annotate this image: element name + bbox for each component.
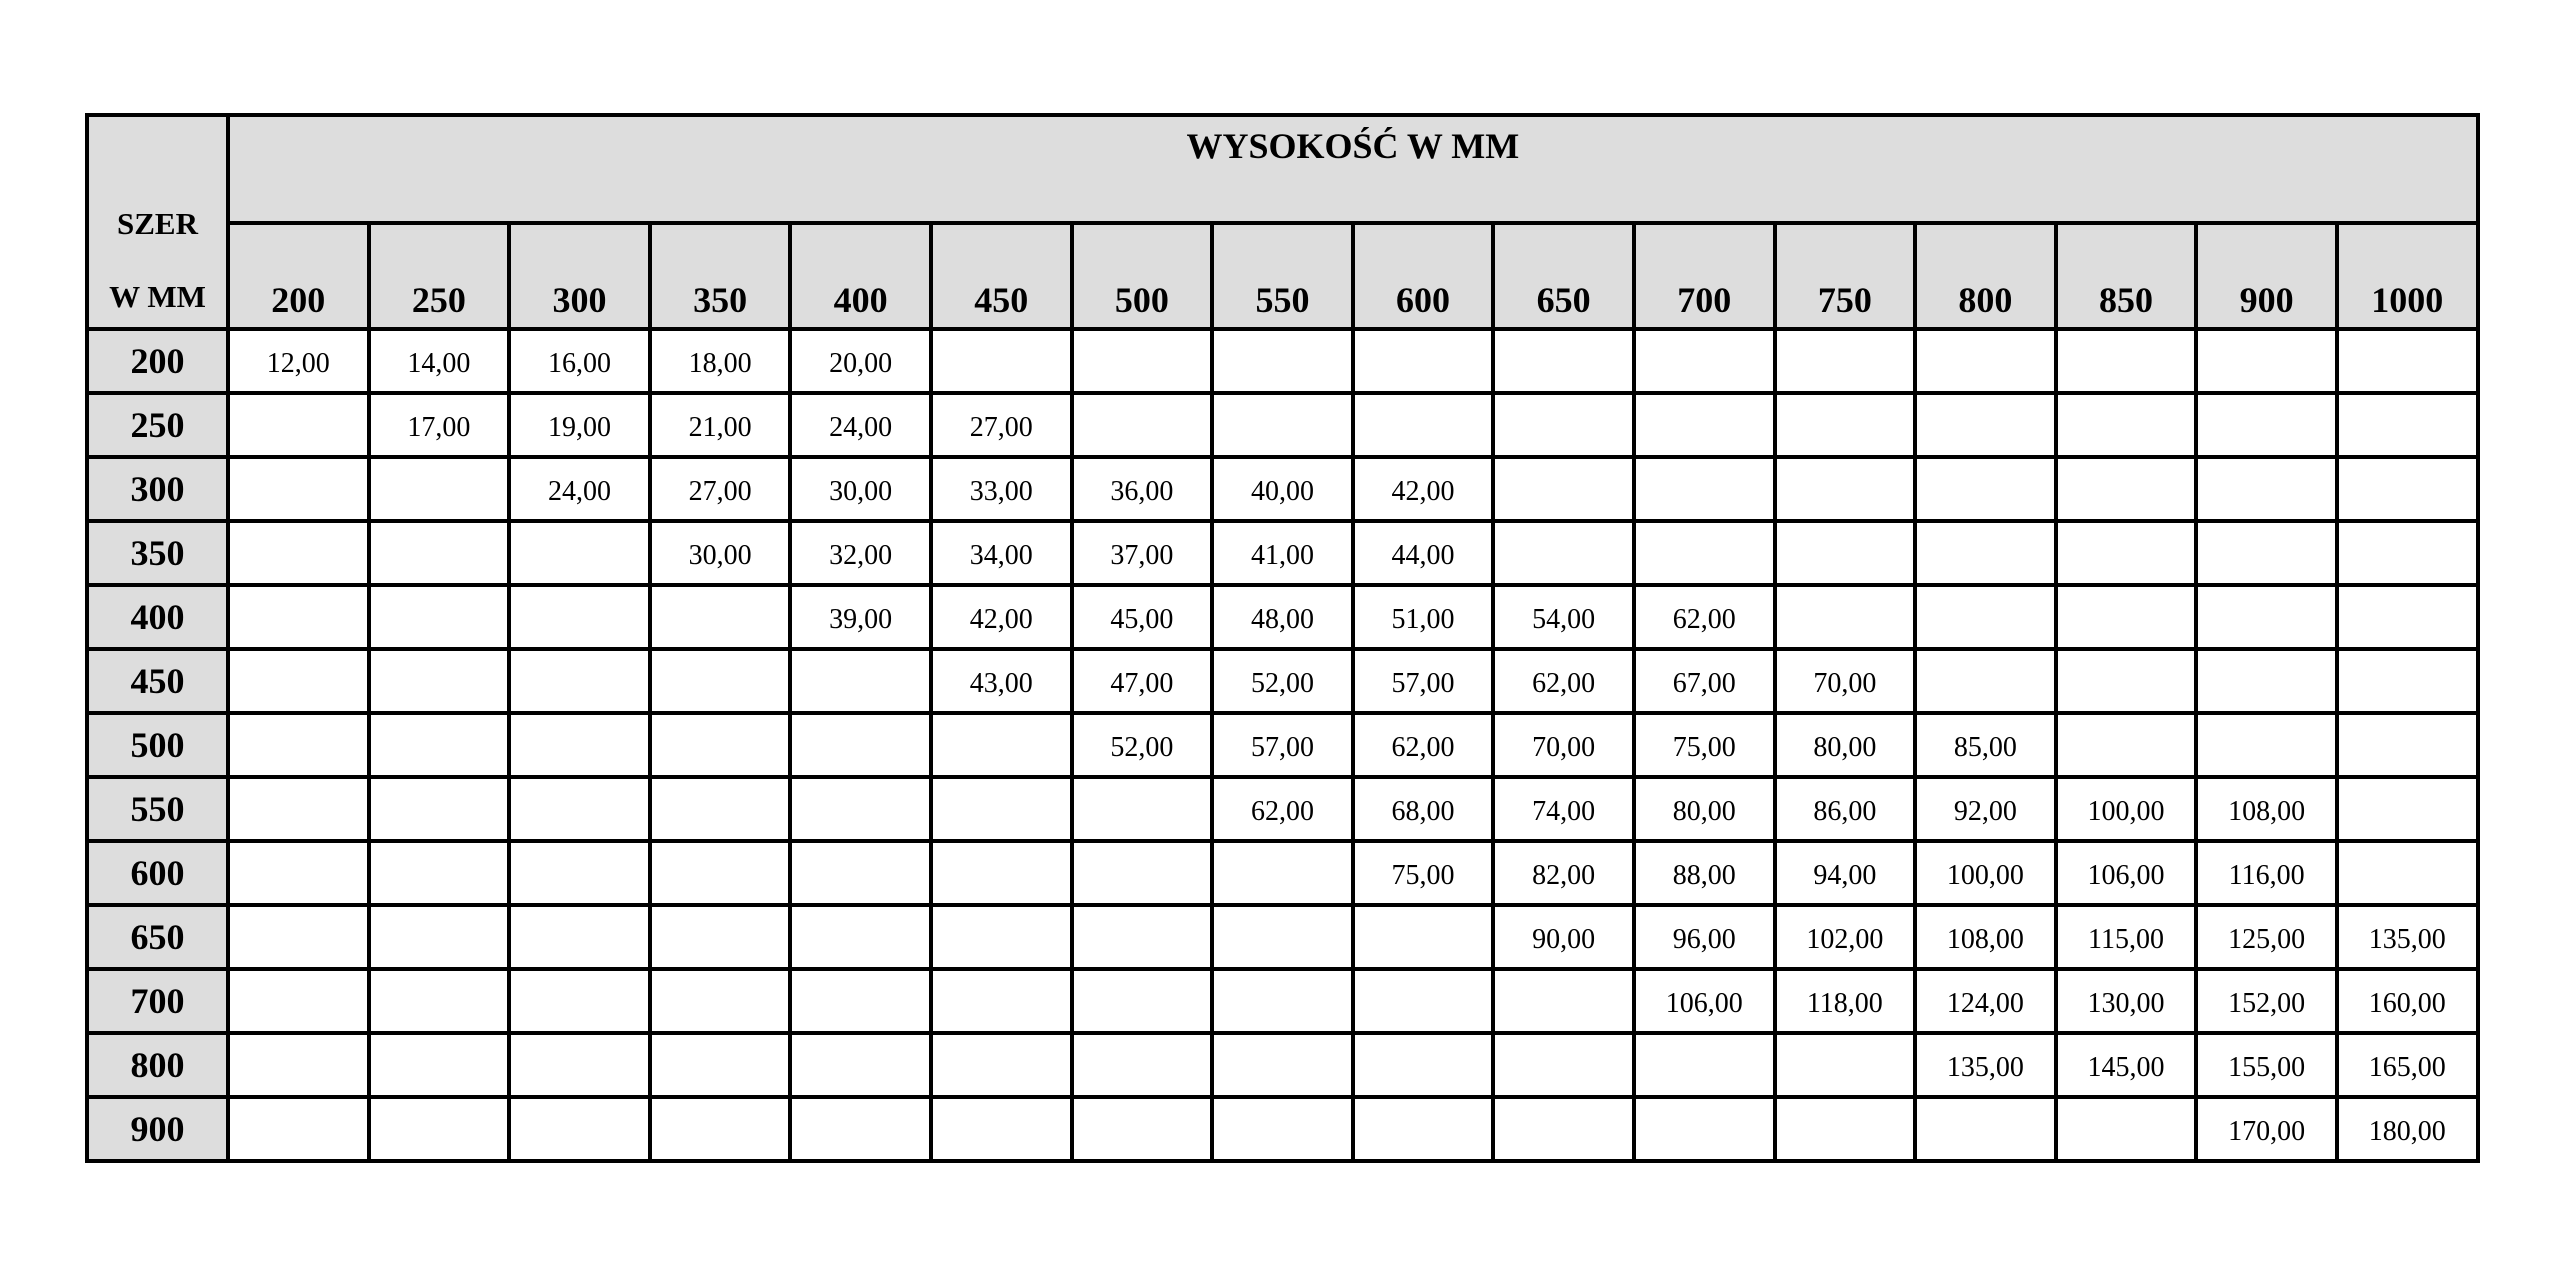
table-row [87, 1097, 2478, 1161]
row-header: 300 [87, 457, 228, 521]
row-header: 400 [87, 585, 228, 649]
price-cell: 116,00 [2196, 841, 2337, 905]
price-cell [2056, 393, 2197, 457]
price-cell [1493, 457, 1634, 521]
price-cell [1915, 585, 2056, 649]
price-cell [2196, 329, 2337, 393]
price-cell: 80,00 [1775, 713, 1916, 777]
price-cell [369, 1033, 510, 1097]
price-cell [1072, 1033, 1213, 1097]
price-cell [1775, 521, 1916, 585]
price-cell [931, 1033, 1072, 1097]
header-row-title [87, 115, 2478, 223]
price-cell [1072, 1097, 1213, 1161]
price-cell [650, 777, 791, 841]
price-cell: 100,00 [1915, 841, 2056, 905]
price-cell [1634, 521, 1775, 585]
column-header: 400 [790, 223, 931, 329]
price-cell [790, 969, 931, 1033]
table-row [87, 329, 2478, 393]
price-cell [1353, 393, 1494, 457]
price-cell [1212, 841, 1353, 905]
price-cell [650, 1033, 791, 1097]
price-cell [1634, 393, 1775, 457]
price-cell: 82,00 [1493, 841, 1634, 905]
price-cell [228, 777, 369, 841]
price-cell [1212, 969, 1353, 1033]
price-cell [2337, 841, 2478, 905]
row-header: 500 [87, 713, 228, 777]
header-row-columns [87, 223, 2478, 329]
row-header: 550 [87, 777, 228, 841]
price-cell [1353, 969, 1494, 1033]
price-cell [1915, 457, 2056, 521]
price-cell [228, 585, 369, 649]
price-cell: 62,00 [1493, 649, 1634, 713]
price-cell [1493, 393, 1634, 457]
price-cell [1493, 521, 1634, 585]
price-cell [228, 649, 369, 713]
price-cell [369, 457, 510, 521]
price-cell: 18,00 [650, 329, 791, 393]
price-cell: 44,00 [1353, 521, 1494, 585]
price-cell: 165,00 [2337, 1033, 2478, 1097]
price-cell: 21,00 [650, 393, 791, 457]
table-row [87, 969, 2478, 1033]
table-row [87, 713, 2478, 777]
price-cell [1915, 521, 2056, 585]
table-row [87, 841, 2478, 905]
column-header: 700 [1634, 223, 1775, 329]
price-cell: 43,00 [931, 649, 1072, 713]
price-cell: 108,00 [2196, 777, 2337, 841]
price-cell [931, 841, 1072, 905]
price-cell [790, 777, 931, 841]
row-header: 650 [87, 905, 228, 969]
price-cell [931, 713, 1072, 777]
price-cell [228, 457, 369, 521]
price-cell: 155,00 [2196, 1033, 2337, 1097]
price-cell: 57,00 [1353, 649, 1494, 713]
price-cell: 36,00 [1072, 457, 1213, 521]
price-cell [2056, 585, 2197, 649]
price-cell [1212, 1033, 1353, 1097]
price-cell: 106,00 [2056, 841, 2197, 905]
price-cell [1493, 1033, 1634, 1097]
row-header: 600 [87, 841, 228, 905]
price-cell [228, 393, 369, 457]
price-cell [1634, 1097, 1775, 1161]
price-cell [1775, 585, 1916, 649]
price-cell [1072, 329, 1213, 393]
price-cell [1493, 329, 1634, 393]
price-cell: 42,00 [931, 585, 1072, 649]
price-cell [1072, 841, 1213, 905]
price-cell [1915, 649, 2056, 713]
price-cell: 62,00 [1212, 777, 1353, 841]
price-cell [1915, 1097, 2056, 1161]
price-cell [650, 1097, 791, 1161]
row-header: 250 [87, 393, 228, 457]
price-cell [1775, 393, 1916, 457]
price-cell [2337, 713, 2478, 777]
price-cell: 54,00 [1493, 585, 1634, 649]
price-cell: 130,00 [2056, 969, 2197, 1033]
row-header: 800 [87, 1033, 228, 1097]
price-cell: 24,00 [790, 393, 931, 457]
price-cell: 75,00 [1634, 713, 1775, 777]
price-cell: 24,00 [509, 457, 650, 521]
price-cell: 118,00 [1775, 969, 1916, 1033]
price-cell [1072, 393, 1213, 457]
price-cell [650, 905, 791, 969]
price-cell: 39,00 [790, 585, 931, 649]
price-cell: 108,00 [1915, 905, 2056, 969]
price-cell [650, 969, 791, 1033]
price-cell [509, 841, 650, 905]
price-cell [2337, 649, 2478, 713]
price-cell: 145,00 [2056, 1033, 2197, 1097]
price-cell [228, 713, 369, 777]
price-cell: 12,00 [228, 329, 369, 393]
price-cell [931, 905, 1072, 969]
price-cell: 33,00 [931, 457, 1072, 521]
price-cell [2337, 329, 2478, 393]
price-cell [2056, 329, 2197, 393]
price-cell [790, 713, 931, 777]
price-cell: 47,00 [1072, 649, 1213, 713]
price-cell [1493, 1097, 1634, 1161]
column-header: 1000 [2337, 223, 2478, 329]
price-cell: 106,00 [1634, 969, 1775, 1033]
table-row [87, 777, 2478, 841]
price-cell [790, 905, 931, 969]
price-cell: 40,00 [1212, 457, 1353, 521]
price-cell: 70,00 [1775, 649, 1916, 713]
column-header: 200 [228, 223, 369, 329]
price-cell [1212, 905, 1353, 969]
price-cell [369, 841, 510, 905]
price-cell: 41,00 [1212, 521, 1353, 585]
price-cell [369, 585, 510, 649]
price-cell [1212, 393, 1353, 457]
price-cell: 180,00 [2337, 1097, 2478, 1161]
price-cell [2056, 649, 2197, 713]
price-cell: 90,00 [1493, 905, 1634, 969]
price-cell: 96,00 [1634, 905, 1775, 969]
price-cell: 52,00 [1072, 713, 1213, 777]
price-cell [509, 969, 650, 1033]
price-cell [2056, 713, 2197, 777]
price-cell [2056, 457, 2197, 521]
price-cell [1353, 905, 1494, 969]
price-cell [1775, 329, 1916, 393]
price-cell [369, 521, 510, 585]
column-header: 650 [1493, 223, 1634, 329]
price-cell: 62,00 [1634, 585, 1775, 649]
price-cell: 100,00 [2056, 777, 2197, 841]
price-cell [2056, 521, 2197, 585]
price-cell [650, 585, 791, 649]
price-cell [1072, 905, 1213, 969]
price-cell: 30,00 [790, 457, 931, 521]
price-cell [1353, 1033, 1494, 1097]
price-cell: 27,00 [931, 393, 1072, 457]
price-cell [2056, 1097, 2197, 1161]
price-cell [1353, 329, 1494, 393]
column-header: 550 [1212, 223, 1353, 329]
price-cell [1634, 1033, 1775, 1097]
price-cell: 135,00 [2337, 905, 2478, 969]
table-row [87, 521, 2478, 585]
price-cell [1634, 329, 1775, 393]
price-cell [1775, 1033, 1916, 1097]
price-cell: 135,00 [1915, 1033, 2056, 1097]
price-cell [790, 841, 931, 905]
price-cell [650, 713, 791, 777]
row-header: 700 [87, 969, 228, 1033]
price-cell: 75,00 [1353, 841, 1494, 905]
corner-cell [87, 115, 228, 329]
price-cell: 62,00 [1353, 713, 1494, 777]
table-row [87, 649, 2478, 713]
price-cell [509, 585, 650, 649]
price-cell [369, 905, 510, 969]
price-cell: 14,00 [369, 329, 510, 393]
price-cell [931, 777, 1072, 841]
row-header: 200 [87, 329, 228, 393]
table-row [87, 457, 2478, 521]
price-cell: 74,00 [1493, 777, 1634, 841]
price-cell [509, 905, 650, 969]
price-cell [228, 521, 369, 585]
price-cell [2196, 585, 2337, 649]
price-cell: 70,00 [1493, 713, 1634, 777]
price-cell: 170,00 [2196, 1097, 2337, 1161]
price-cell [509, 649, 650, 713]
price-cell [2337, 457, 2478, 521]
price-cell: 57,00 [1212, 713, 1353, 777]
price-cell: 32,00 [790, 521, 931, 585]
price-cell: 45,00 [1072, 585, 1213, 649]
price-cell: 102,00 [1775, 905, 1916, 969]
price-cell [790, 649, 931, 713]
price-cell: 94,00 [1775, 841, 1916, 905]
price-cell: 16,00 [509, 329, 650, 393]
price-cell [228, 1033, 369, 1097]
price-cell [369, 1097, 510, 1161]
price-cell [2337, 393, 2478, 457]
price-cell: 30,00 [650, 521, 791, 585]
price-cell [2196, 393, 2337, 457]
column-header: 500 [1072, 223, 1213, 329]
price-cell [1072, 969, 1213, 1033]
price-cell [509, 521, 650, 585]
price-cell [1915, 393, 2056, 457]
price-cell [2337, 585, 2478, 649]
price-cell [790, 1097, 931, 1161]
table-row [87, 585, 2478, 649]
column-header: 850 [2056, 223, 2197, 329]
column-header: 300 [509, 223, 650, 329]
column-header: 250 [369, 223, 510, 329]
corner-label-line1: SZER [117, 206, 198, 241]
price-cell: 20,00 [790, 329, 931, 393]
price-cell: 48,00 [1212, 585, 1353, 649]
price-cell: 19,00 [509, 393, 650, 457]
price-cell [228, 905, 369, 969]
price-cell: 80,00 [1634, 777, 1775, 841]
price-cell [509, 713, 650, 777]
price-cell [1212, 1097, 1353, 1161]
price-cell [2196, 457, 2337, 521]
price-cell [228, 1097, 369, 1161]
price-cell: 37,00 [1072, 521, 1213, 585]
price-cell [1212, 329, 1353, 393]
price-cell [369, 777, 510, 841]
price-cell [1072, 777, 1213, 841]
column-header: 900 [2196, 223, 2337, 329]
price-table [85, 113, 2480, 1163]
price-cell [509, 1033, 650, 1097]
price-cell [1775, 1097, 1916, 1161]
price-cell [228, 841, 369, 905]
column-header: 750 [1775, 223, 1916, 329]
price-cell: 115,00 [2056, 905, 2197, 969]
price-cell: 125,00 [2196, 905, 2337, 969]
column-header: 600 [1353, 223, 1494, 329]
table-row [87, 1033, 2478, 1097]
price-cell [369, 713, 510, 777]
price-cell [650, 649, 791, 713]
price-cell: 51,00 [1353, 585, 1494, 649]
column-header: 450 [931, 223, 1072, 329]
price-cell: 152,00 [2196, 969, 2337, 1033]
price-cell: 67,00 [1634, 649, 1775, 713]
row-header: 900 [87, 1097, 228, 1161]
price-cell: 42,00 [1353, 457, 1494, 521]
column-header: 800 [1915, 223, 2056, 329]
price-cell [1493, 969, 1634, 1033]
price-cell: 68,00 [1353, 777, 1494, 841]
price-cell: 17,00 [369, 393, 510, 457]
column-header: 350 [650, 223, 791, 329]
price-cell [509, 777, 650, 841]
price-cell [790, 1033, 931, 1097]
price-cell: 85,00 [1915, 713, 2056, 777]
height-title: WYSOKOŚĆ W MM [228, 115, 2478, 223]
price-cell [369, 969, 510, 1033]
price-cell: 34,00 [931, 521, 1072, 585]
price-cell: 52,00 [1212, 649, 1353, 713]
corner-label-line2: W MM [109, 279, 206, 314]
price-cell: 88,00 [1634, 841, 1775, 905]
price-cell [931, 329, 1072, 393]
price-cell [2196, 713, 2337, 777]
price-cell: 86,00 [1775, 777, 1916, 841]
price-cell [1634, 457, 1775, 521]
price-cell [1915, 329, 2056, 393]
price-cell [650, 841, 791, 905]
price-cell: 124,00 [1915, 969, 2056, 1033]
price-cell [228, 969, 369, 1033]
row-header: 450 [87, 649, 228, 713]
price-cell [509, 1097, 650, 1161]
table-row [87, 905, 2478, 969]
price-cell [931, 969, 1072, 1033]
price-cell [1353, 1097, 1494, 1161]
price-cell: 160,00 [2337, 969, 2478, 1033]
price-cell [2196, 521, 2337, 585]
price-cell [2196, 649, 2337, 713]
price-cell [2337, 777, 2478, 841]
price-cell [2337, 521, 2478, 585]
price-cell: 92,00 [1915, 777, 2056, 841]
table-row [87, 393, 2478, 457]
price-cell: 27,00 [650, 457, 791, 521]
price-cell [931, 1097, 1072, 1161]
row-header: 350 [87, 521, 228, 585]
price-cell [1775, 457, 1916, 521]
price-cell [369, 649, 510, 713]
